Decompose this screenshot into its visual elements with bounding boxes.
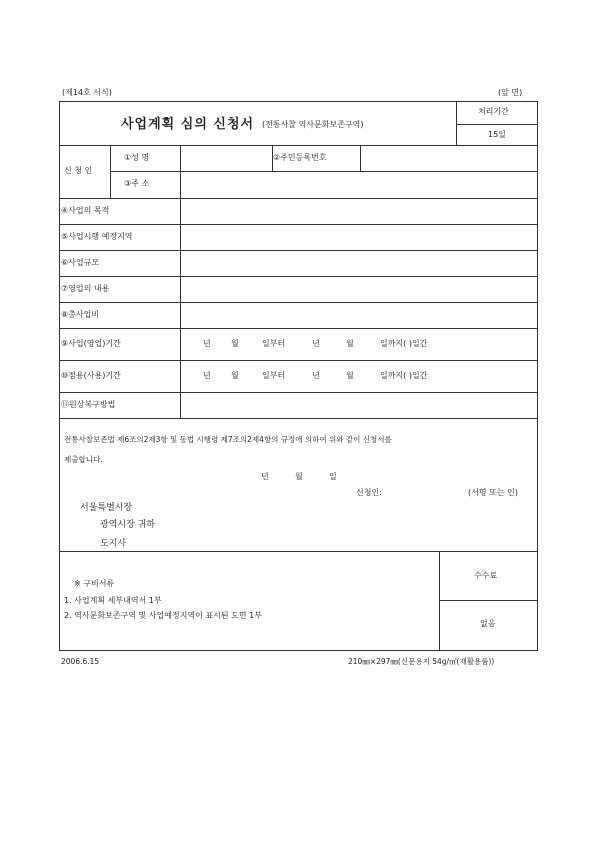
row-label-business: ⑦영업의 내용 xyxy=(61,284,110,293)
applicant-signature-field[interactable] xyxy=(398,484,464,500)
name-label: ①성 명 xyxy=(124,153,150,162)
recipient-metro: 광역시장 귀하 xyxy=(100,520,156,530)
address-field[interactable] xyxy=(181,172,537,197)
attachment-item-1: 1. 사업계획 세부내역서 1부 xyxy=(64,596,162,605)
processing-period-value: 15일 xyxy=(488,130,506,139)
period-year-end: 년 xyxy=(312,371,320,380)
row-label-scale: ⑥사업규모 xyxy=(61,258,100,267)
recipient-province: 도지사 xyxy=(100,539,127,549)
applicant-group-label: 신 청 인 xyxy=(64,166,93,175)
attachments-heading: ※ 구비서류 xyxy=(74,579,115,588)
business-field[interactable] xyxy=(181,277,537,301)
period-until: 일까지( )일간 xyxy=(380,371,428,380)
period-year: 년 xyxy=(203,339,211,348)
period-year: 년 xyxy=(203,371,211,380)
statement-line-1: 전통사찰보존법 제6조의2제3항 및 동법 시행령 제7조의2제4항의 규정에 의하여 위와 같이 신청서를 xyxy=(64,435,392,444)
fee-label: 수수료 xyxy=(474,571,498,580)
period-month-end: 월 xyxy=(346,371,354,380)
row-label-use-period: ⑩점용(사용)기간 xyxy=(61,371,121,380)
resident-number-label: ②주민등록번호 xyxy=(273,153,327,162)
signature-note: (서명 또는 인) xyxy=(468,488,518,497)
applicant-sign-label: 신청인: xyxy=(356,488,382,497)
date-day: 일 xyxy=(329,472,337,481)
form-number: (제14호 서식) xyxy=(62,88,112,97)
period-from: 일부터 xyxy=(262,371,286,380)
row-label-restore: ⑪원상복구방법 xyxy=(61,400,116,409)
name-field[interactable] xyxy=(181,146,271,170)
cost-field[interactable] xyxy=(181,303,537,327)
row-label-purpose: ④사업의 목적 xyxy=(61,206,110,215)
area-field[interactable] xyxy=(181,225,537,249)
recipient-seoul: 서울특별시장 xyxy=(80,503,133,513)
date-month: 월 xyxy=(295,472,303,481)
row-label-cost: ⑧총사업비 xyxy=(61,310,100,319)
statement-line-2: 제출합니다. xyxy=(64,455,103,464)
form-subtitle: (전통사찰 역사문화보존구역) xyxy=(262,120,364,129)
period-month-end: 월 xyxy=(346,339,354,348)
period-month: 월 xyxy=(231,371,239,380)
scale-field[interactable] xyxy=(181,251,537,275)
period-year-end: 년 xyxy=(312,339,320,348)
page-side: (앞 면) xyxy=(498,88,523,97)
fee-value: 없음 xyxy=(480,619,496,628)
period-until: 일까지( )일간 xyxy=(380,339,428,348)
row-label-business-period: ⑨사업(영업)기간 xyxy=(61,339,121,348)
footer-date: 2006.6.15 xyxy=(61,657,100,666)
restore-field[interactable] xyxy=(181,393,537,417)
processing-period-label: 처리기간 xyxy=(478,107,509,116)
footer-paper-spec: 210㎜×297㎜(신문용지 54g/㎡(재활용품)) xyxy=(348,657,495,666)
period-from: 일부터 xyxy=(262,339,286,348)
date-year: 년 xyxy=(261,472,269,481)
row-label-area: ⑤사업시행 예정지역 xyxy=(61,232,133,241)
form-title: 사업계획 심의 신청서 xyxy=(121,117,255,132)
address-label: ③주 소 xyxy=(124,179,150,188)
resident-number-field[interactable] xyxy=(361,146,537,170)
attachment-item-2: 2. 역사문화보존구역 및 사업예정지역이 표시된 도면 1부 xyxy=(64,611,262,620)
period-month: 월 xyxy=(231,339,239,348)
purpose-field[interactable] xyxy=(181,199,537,223)
